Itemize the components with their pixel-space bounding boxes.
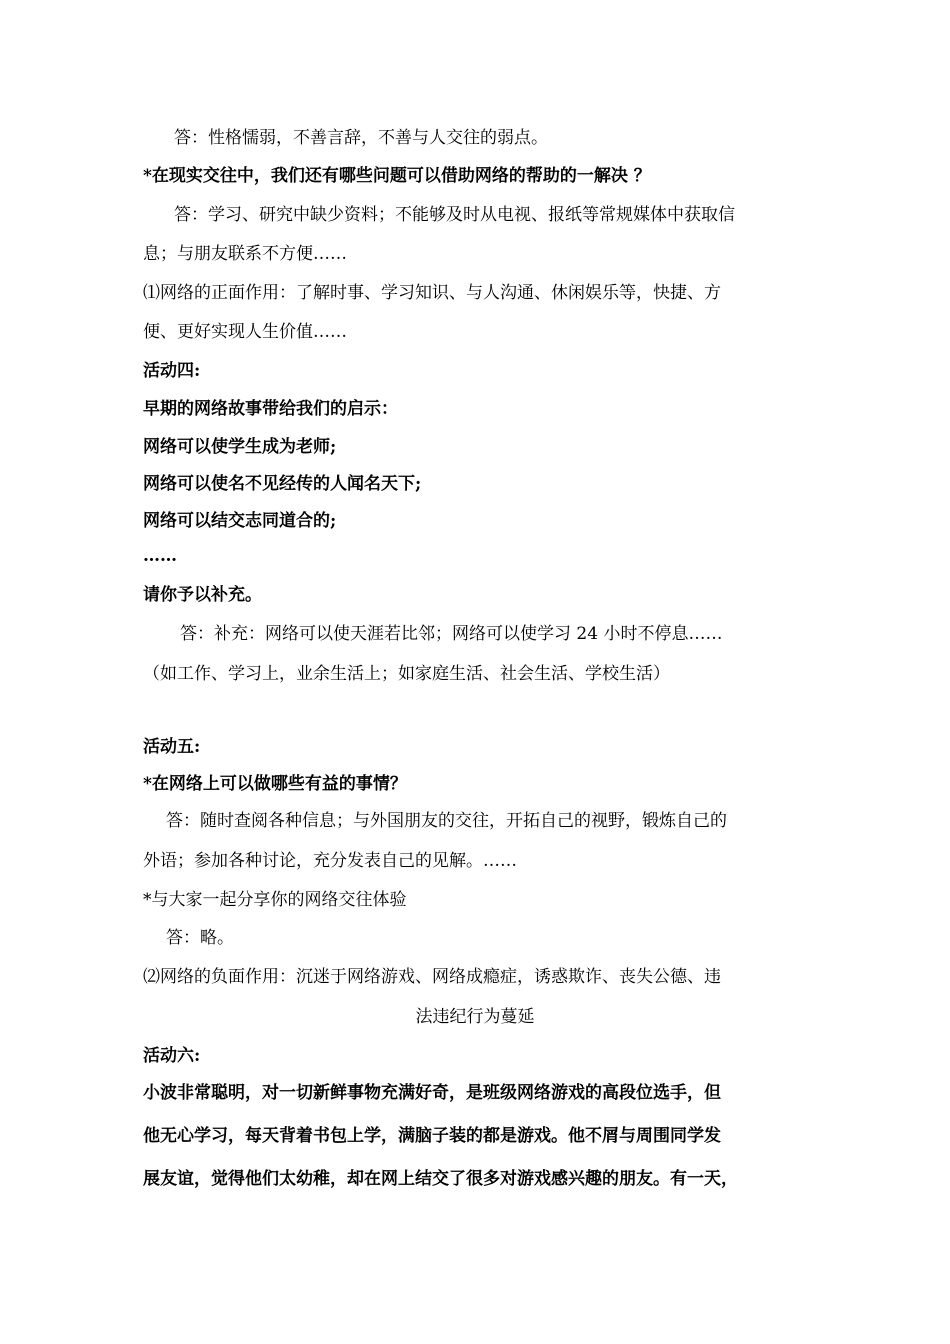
share-experience: *与大家一起分享你的网络交往体验 xyxy=(143,890,407,910)
story-line-1: 小波非常聪明，对一切新鲜事物充满好奇，是班级网络游戏的高段位选手，但 xyxy=(143,1083,721,1103)
supplement-answer: 答：补充：网络可以使天涯若比邻；网络可以使学习 24 小时不停息…… xyxy=(180,624,723,644)
answer-resources-2: 息；与朋友联系不方便…… xyxy=(143,244,347,264)
answer-useful-1: 答：随时查阅各种信息；与外国朋友的交往，开拓自己的视野，锻炼自己的 xyxy=(166,811,727,831)
inspiration-1: 网络可以使学生成为老师; xyxy=(143,437,337,457)
negative-effect-1: ⑵网络的负面作用：沉迷于网络游戏、网络成瘾症，诱惑欺诈、丧失公德、违 xyxy=(143,967,721,987)
activity-six-heading: 活动六: xyxy=(143,1046,201,1066)
story-line-2: 他无心学习，每天背着书包上学，满脑子装的都是游戏。他不屑与周围同学发 xyxy=(143,1126,721,1146)
supplement-examples: （如工作、学习上，业余生活上；如家庭生活、社会生活、学校生活） xyxy=(143,664,670,684)
supplement-prompt: 请你予以补充。 xyxy=(143,585,262,605)
answer-useful-2: 外语；参加各种讨论，充分发表自己的见解。…… xyxy=(143,851,517,871)
answer-resources-1: 答：学习、研究中缺少资料；不能够及时从电视、报纸等常规媒体中获取信 xyxy=(174,205,735,225)
answer-omitted: 答：略。 xyxy=(166,928,234,948)
story-line-3: 展友谊，觉得他们太幼稚，却在网上结交了很多对游戏感兴趣的朋友。有一天， xyxy=(143,1169,738,1189)
answer-weakness: 答：性格懦弱，不善言辞，不善与人交往的弱点。 xyxy=(174,128,548,148)
inspiration-2: 网络可以使名不见经传的人闻名天下; xyxy=(143,474,422,494)
question-real-life: *在现实交往中，我们还有哪些问题可以借助网络的帮助的一解决 ？ xyxy=(143,166,651,186)
positive-effect-2: 便、更好实现人生价值…… xyxy=(143,322,347,342)
negative-effect-2: 法违纪行为蔓延 xyxy=(415,1007,535,1027)
early-story-heading: 早期的网络故事带给我们的启示： xyxy=(143,399,398,419)
inspiration-3: 网络可以结交志同道合的; xyxy=(143,511,337,531)
activity-five-heading: 活动五: xyxy=(143,737,201,757)
inspiration-ellipsis: …… xyxy=(143,546,177,566)
positive-effect-1: ⑴网络的正面作用：了解时事、学习知识、与人沟通、休闲娱乐等，快捷、方 xyxy=(143,283,721,303)
question-useful-things: *在网络上可以做哪些有益的事情？ xyxy=(143,774,407,794)
activity-four-heading: 活动四: xyxy=(143,361,201,381)
